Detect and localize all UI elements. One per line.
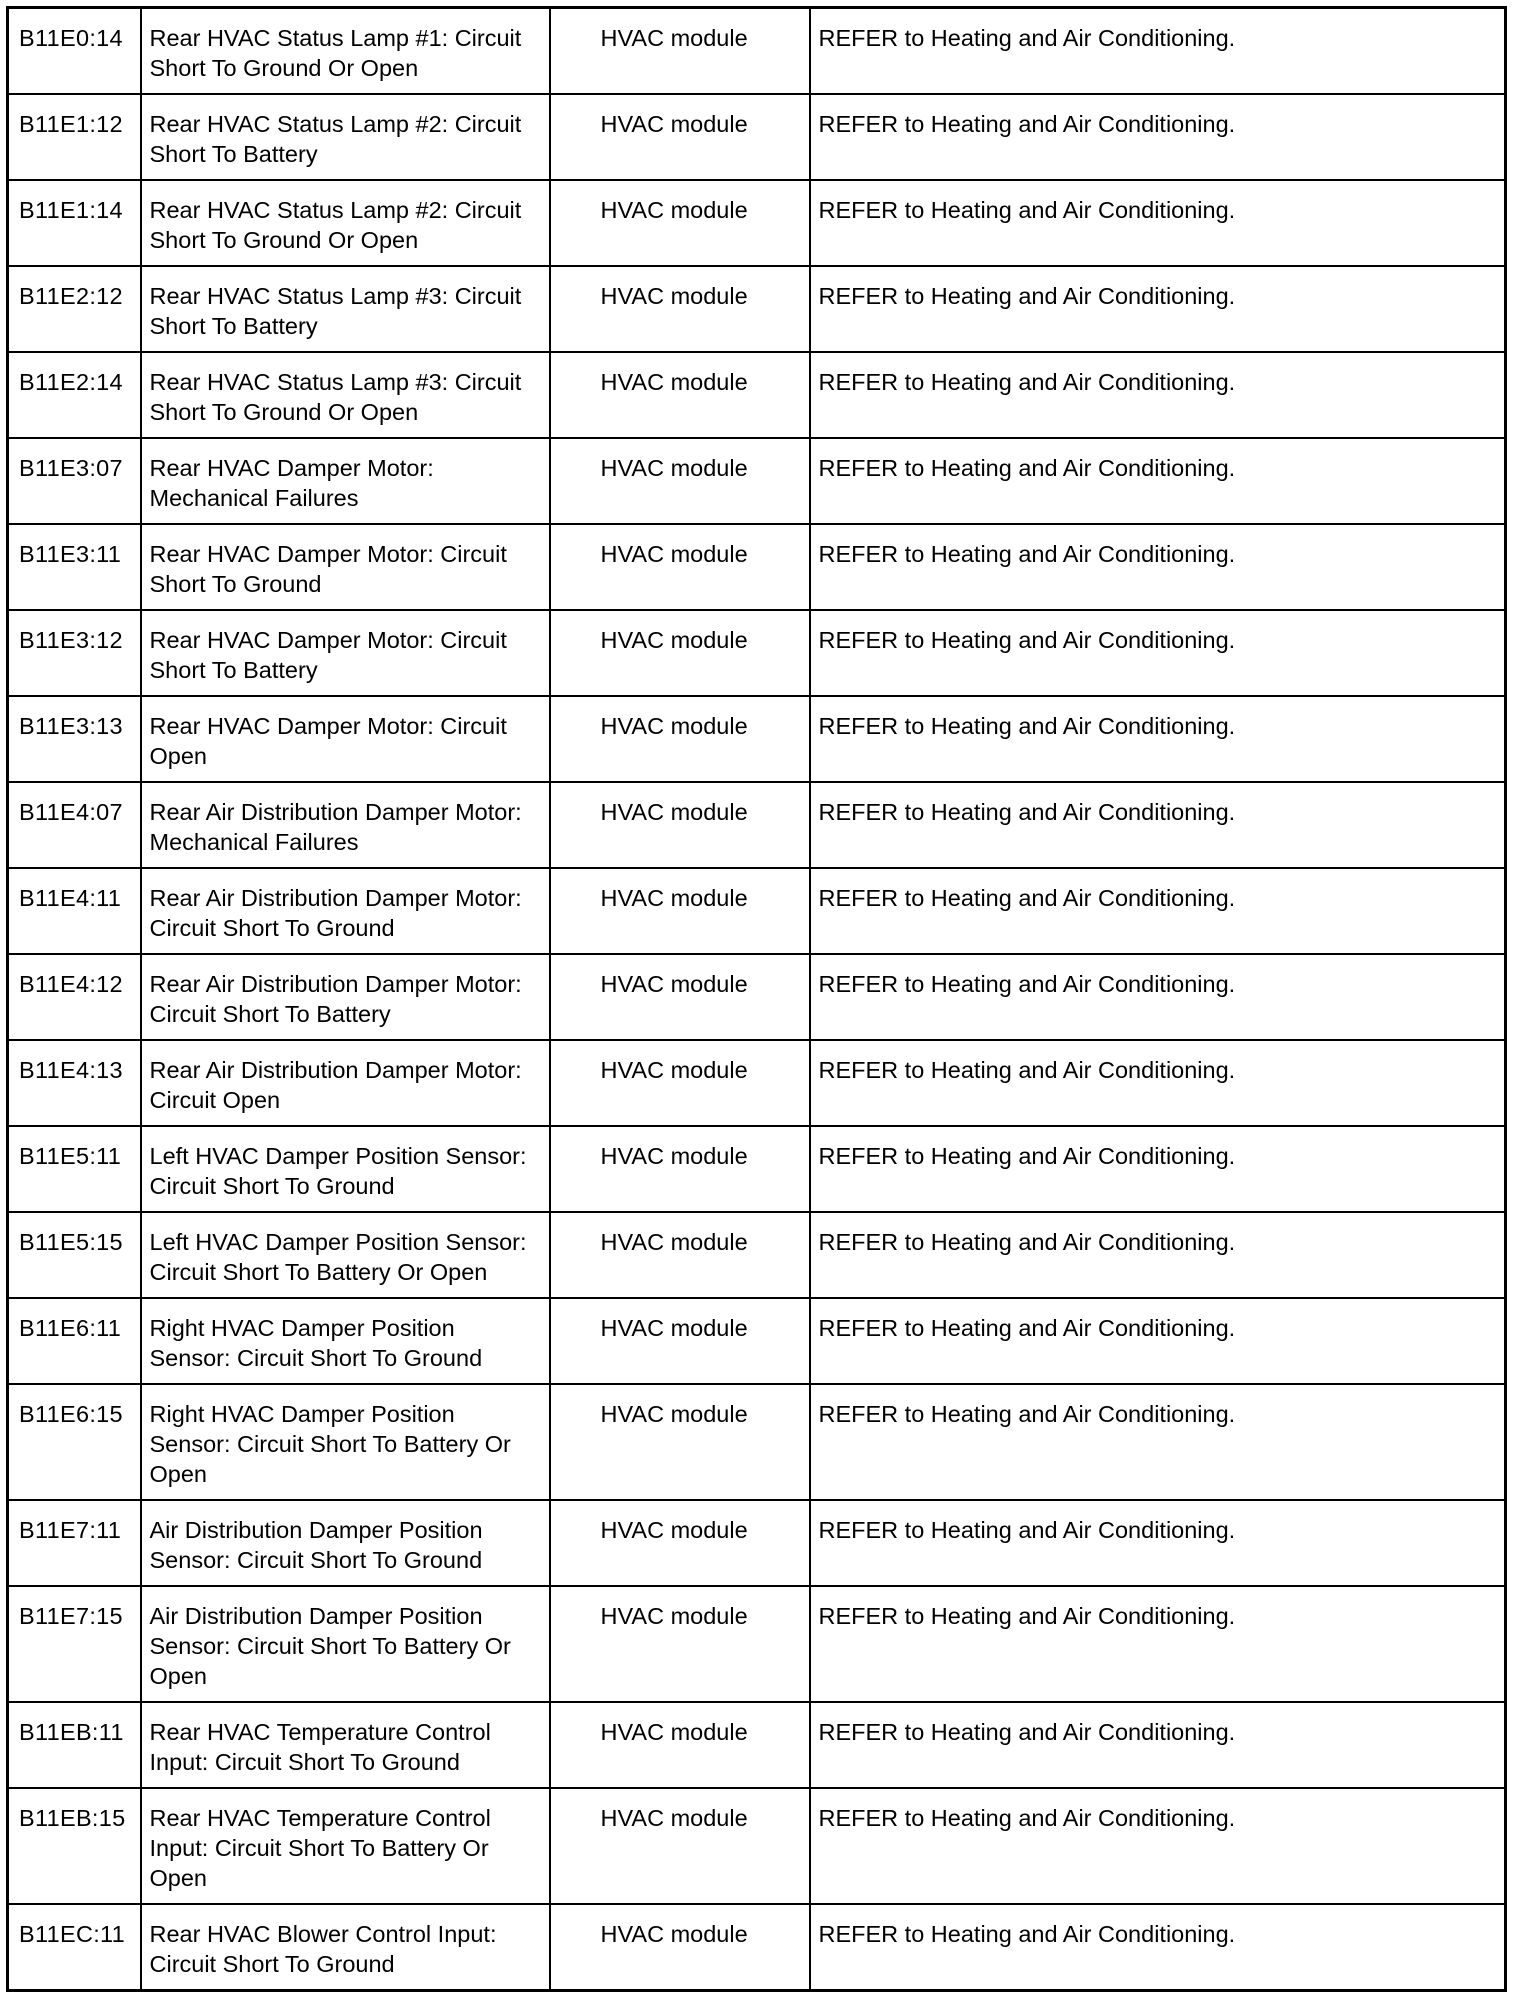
dtc-code: B11E4:11 bbox=[8, 868, 141, 954]
dtc-component: HVAC module bbox=[550, 524, 810, 610]
table-row bbox=[8, 954, 1506, 1040]
dtc-component: HVAC module bbox=[550, 954, 810, 1040]
table-row bbox=[8, 1788, 1506, 1904]
dtc-code: B11E3:12 bbox=[8, 610, 141, 696]
dtc-code: B11E3:11 bbox=[8, 524, 141, 610]
dtc-action: REFER to Heating and Air Conditioning. bbox=[810, 1702, 1506, 1788]
table-row bbox=[8, 266, 1506, 352]
dtc-code: B11E4:12 bbox=[8, 954, 141, 1040]
table-row bbox=[8, 94, 1506, 180]
dtc-component: HVAC module bbox=[550, 266, 810, 352]
table-row bbox=[8, 1586, 1506, 1702]
table-row bbox=[8, 1702, 1506, 1788]
dtc-description: Rear HVAC Status Lamp #3: Circuit Short To Ground Or Open bbox=[141, 352, 550, 438]
dtc-code: B11E2:14 bbox=[8, 352, 141, 438]
dtc-component: HVAC module bbox=[550, 1586, 810, 1702]
dtc-code: B11E3:07 bbox=[8, 438, 141, 524]
dtc-code: B11EB:11 bbox=[8, 1702, 141, 1788]
dtc-description: Rear HVAC Status Lamp #2: Circuit Short To Battery bbox=[141, 94, 550, 180]
dtc-action: REFER to Heating and Air Conditioning. bbox=[810, 352, 1506, 438]
table-row bbox=[8, 438, 1506, 524]
table-row bbox=[8, 1040, 1506, 1126]
table-row bbox=[8, 8, 1506, 95]
dtc-component: HVAC module bbox=[550, 782, 810, 868]
dtc-code: B11E6:15 bbox=[8, 1384, 141, 1500]
dtc-code: B11E0:14 bbox=[8, 8, 141, 95]
dtc-action: REFER to Heating and Air Conditioning. bbox=[810, 180, 1506, 266]
dtc-description: Rear HVAC Temperature Control Input: Circuit Short To Battery Or Open bbox=[141, 1788, 550, 1904]
dtc-description: Rear Air Distribution Damper Motor: Circuit Open bbox=[141, 1040, 550, 1126]
dtc-component: HVAC module bbox=[550, 1788, 810, 1904]
dtc-description: Right HVAC Damper Position Sensor: Circuit Short To Battery Or Open bbox=[141, 1384, 550, 1500]
dtc-code: B11E5:15 bbox=[8, 1212, 141, 1298]
dtc-code: B11EB:15 bbox=[8, 1788, 141, 1904]
dtc-description: Right HVAC Damper Position Sensor: Circuit Short To Ground bbox=[141, 1298, 550, 1384]
dtc-component: HVAC module bbox=[550, 1040, 810, 1126]
dtc-component: HVAC module bbox=[550, 180, 810, 266]
dtc-description: Rear HVAC Status Lamp #2: Circuit Short To Ground Or Open bbox=[141, 180, 550, 266]
table-row bbox=[8, 868, 1506, 954]
dtc-component: HVAC module bbox=[550, 8, 810, 95]
dtc-code: B11E4:07 bbox=[8, 782, 141, 868]
dtc-code: B11E3:13 bbox=[8, 696, 141, 782]
dtc-table bbox=[6, 6, 1507, 1992]
dtc-description: Rear Air Distribution Damper Motor: Circuit Short To Ground bbox=[141, 868, 550, 954]
table-row bbox=[8, 1500, 1506, 1586]
dtc-component: HVAC module bbox=[550, 352, 810, 438]
dtc-action: REFER to Heating and Air Conditioning. bbox=[810, 1586, 1506, 1702]
dtc-action: REFER to Heating and Air Conditioning. bbox=[810, 1904, 1506, 1991]
dtc-component: HVAC module bbox=[550, 1702, 810, 1788]
dtc-component: HVAC module bbox=[550, 696, 810, 782]
dtc-code: B11EC:11 bbox=[8, 1904, 141, 1991]
dtc-component: HVAC module bbox=[550, 438, 810, 524]
dtc-action: REFER to Heating and Air Conditioning. bbox=[810, 1384, 1506, 1500]
dtc-action: REFER to Heating and Air Conditioning. bbox=[810, 1500, 1506, 1586]
dtc-action: REFER to Heating and Air Conditioning. bbox=[810, 8, 1506, 95]
table-row bbox=[8, 782, 1506, 868]
table-row bbox=[8, 1904, 1506, 1991]
dtc-component: HVAC module bbox=[550, 1384, 810, 1500]
dtc-component: HVAC module bbox=[550, 94, 810, 180]
dtc-table-body bbox=[8, 8, 1506, 1991]
dtc-action: REFER to Heating and Air Conditioning. bbox=[810, 1126, 1506, 1212]
dtc-description: Air Distribution Damper Position Sensor: Circuit Short To Ground bbox=[141, 1500, 550, 1586]
dtc-description: Air Distribution Damper Position Sensor: Circuit Short To Battery Or Open bbox=[141, 1586, 550, 1702]
dtc-action: REFER to Heating and Air Conditioning. bbox=[810, 954, 1506, 1040]
dtc-action: REFER to Heating and Air Conditioning. bbox=[810, 524, 1506, 610]
dtc-description: Rear HVAC Damper Motor: Circuit Short To Ground bbox=[141, 524, 550, 610]
dtc-component: HVAC module bbox=[550, 868, 810, 954]
dtc-code: B11E4:13 bbox=[8, 1040, 141, 1126]
dtc-description: Rear HVAC Blower Control Input: Circuit Short To Ground bbox=[141, 1904, 550, 1991]
table-row bbox=[8, 1384, 1506, 1500]
dtc-description: Rear Air Distribution Damper Motor: Circuit Short To Battery bbox=[141, 954, 550, 1040]
table-row bbox=[8, 180, 1506, 266]
dtc-code: B11E7:11 bbox=[8, 1500, 141, 1586]
table-row bbox=[8, 524, 1506, 610]
dtc-description: Left HVAC Damper Position Sensor: Circuit Short To Battery Or Open bbox=[141, 1212, 550, 1298]
dtc-action: REFER to Heating and Air Conditioning. bbox=[810, 1040, 1506, 1126]
dtc-code: B11E1:12 bbox=[8, 94, 141, 180]
dtc-code: B11E5:11 bbox=[8, 1126, 141, 1212]
table-row bbox=[8, 696, 1506, 782]
dtc-action: REFER to Heating and Air Conditioning. bbox=[810, 610, 1506, 696]
dtc-action: REFER to Heating and Air Conditioning. bbox=[810, 438, 1506, 524]
dtc-code: B11E2:12 bbox=[8, 266, 141, 352]
dtc-code: B11E7:15 bbox=[8, 1586, 141, 1702]
dtc-code: B11E6:11 bbox=[8, 1298, 141, 1384]
dtc-action: REFER to Heating and Air Conditioning. bbox=[810, 782, 1506, 868]
dtc-component: HVAC module bbox=[550, 1212, 810, 1298]
table-row bbox=[8, 610, 1506, 696]
dtc-action: REFER to Heating and Air Conditioning. bbox=[810, 1788, 1506, 1904]
dtc-component: HVAC module bbox=[550, 610, 810, 696]
dtc-description: Rear HVAC Temperature Control Input: Circuit Short To Ground bbox=[141, 1702, 550, 1788]
dtc-description: Left HVAC Damper Position Sensor: Circuit Short To Ground bbox=[141, 1126, 550, 1212]
dtc-action: REFER to Heating and Air Conditioning. bbox=[810, 868, 1506, 954]
dtc-action: REFER to Heating and Air Conditioning. bbox=[810, 266, 1506, 352]
dtc-description: Rear Air Distribution Damper Motor: Mechanical Failures bbox=[141, 782, 550, 868]
dtc-description: Rear HVAC Damper Motor: Circuit Open bbox=[141, 696, 550, 782]
dtc-component: HVAC module bbox=[550, 1904, 810, 1991]
table-row bbox=[8, 1126, 1506, 1212]
dtc-description: Rear HVAC Damper Motor: Mechanical Failures bbox=[141, 438, 550, 524]
dtc-description: Rear HVAC Status Lamp #1: Circuit Short To Ground Or Open bbox=[141, 8, 550, 95]
dtc-action: REFER to Heating and Air Conditioning. bbox=[810, 696, 1506, 782]
dtc-component: HVAC module bbox=[550, 1126, 810, 1212]
dtc-action: REFER to Heating and Air Conditioning. bbox=[810, 1212, 1506, 1298]
dtc-description: Rear HVAC Damper Motor: Circuit Short To Battery bbox=[141, 610, 550, 696]
table-row bbox=[8, 1298, 1506, 1384]
table-row bbox=[8, 1212, 1506, 1298]
dtc-action: REFER to Heating and Air Conditioning. bbox=[810, 94, 1506, 180]
dtc-component: HVAC module bbox=[550, 1298, 810, 1384]
dtc-description: Rear HVAC Status Lamp #3: Circuit Short To Battery bbox=[141, 266, 550, 352]
dtc-code: B11E1:14 bbox=[8, 180, 141, 266]
dtc-component: HVAC module bbox=[550, 1500, 810, 1586]
dtc-action: REFER to Heating and Air Conditioning. bbox=[810, 1298, 1506, 1384]
table-row bbox=[8, 352, 1506, 438]
